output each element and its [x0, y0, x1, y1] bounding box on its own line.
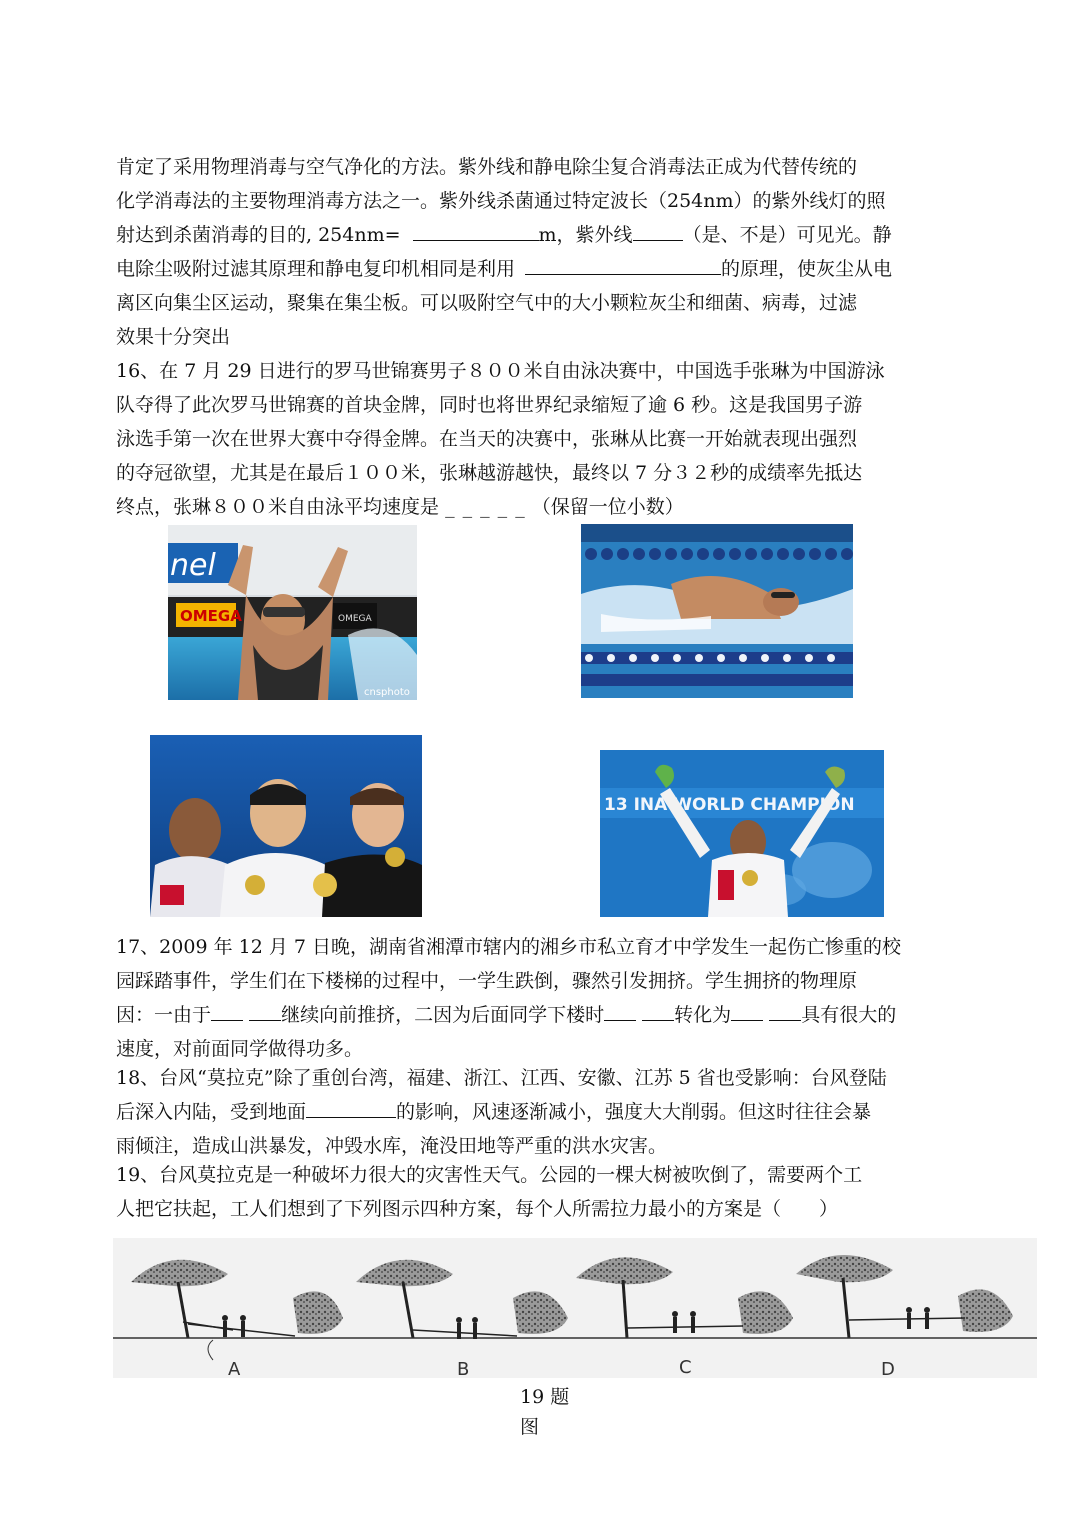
text-fragment: 后深入内陆，受到地面 — [116, 1101, 307, 1123]
champion-podium-photo — [600, 750, 884, 917]
swimmer-freestyle-photo — [581, 524, 853, 698]
tree-pulling-figure — [113, 1238, 1037, 1378]
sponsor-text: OMEGA — [180, 607, 242, 625]
answer-blank[interactable] — [525, 256, 721, 275]
text-fragment: （保留一位小数） — [531, 496, 684, 518]
question-18 — [116, 1061, 982, 1163]
text-line: 16、在 7 月 29 日进行的罗马世锦赛男子８００米自由泳决赛中，中国选手张琳为中国游泳 — [116, 360, 885, 382]
text-line: 速度，对前面同学做得功多。 — [116, 1038, 364, 1060]
text-line: 17、2009 年 12 月 7 日晚，湖南省湘潭市辖内的湘乡市私立育才中学发生一起伤亡惨重的校 — [116, 936, 901, 958]
photo-image — [150, 735, 422, 917]
text-fragment: 电除尘吸附过滤其原理和静电复印机相同是利用 — [116, 258, 516, 280]
text-line: 园踩踏事件，学生们在下楼梯的过程中，一学生跌倒，骤然引发拥挤。学生拥挤的物理原 — [116, 970, 858, 992]
scheme-label: A — [228, 1359, 241, 1378]
photo-image — [600, 750, 884, 917]
medalists-photo — [150, 735, 422, 917]
text-line: 人把它扶起，工人们想到了下列图示四种方案，每个人所需拉力最小的方案是（ ） — [116, 1198, 839, 1220]
figure-caption-line1: 19 题 — [520, 1386, 570, 1408]
scheme-c — [573, 1257, 803, 1378]
question-17 — [116, 930, 982, 1066]
scheme-label: D — [881, 1359, 895, 1378]
text-line: 19、台风莫拉克是一种破坏力很大的灾害性天气。公园的一棵大树被吹倒了，需要两个工 — [116, 1164, 863, 1186]
photo-image — [581, 524, 853, 698]
answer-blank[interactable] — [769, 1002, 801, 1021]
text-line — [116, 252, 982, 286]
answer-blank[interactable] — [633, 222, 683, 241]
photo-credit: cnsphoto — [364, 687, 410, 698]
question-19 — [116, 1158, 982, 1226]
scheme-b — [343, 1260, 573, 1378]
photo-image — [168, 525, 417, 700]
swimmer-celebrating-photo — [168, 525, 417, 700]
text-fragment: 的影响，风速逐渐减小，强度大大削弱。但这时往往会暴 — [396, 1101, 872, 1123]
text-fragment: m，紫外线 — [538, 224, 633, 246]
text-line: 离区向集尘区运动，聚集在集尘板。可以吸附空气中的大小颗粒灰尘和细菌、病毒，过滤 — [116, 292, 858, 314]
text-line: 化学消毒法的主要物理消毒方法之一。紫外线杀菌通过特定波长（254nm）的紫外线灯的照 — [116, 190, 886, 212]
text-fragment: 继续向前推挤，二因为后面同学下楼时 — [281, 1004, 605, 1026]
text-fragment: 具有很大的 — [801, 1004, 897, 1026]
text-line: 18、台风“莫拉克”除了重创台湾，福建、浙江、江西、安徽、江苏 5 省也受影响：台风登陆 — [116, 1067, 887, 1089]
scheme-a — [113, 1260, 343, 1378]
text-line: 队夺得了此次罗马世锦赛的首块金牌，同时也将世界纪录缩短了逾 6 秒。这是我国男子游 — [116, 394, 863, 416]
answer-blank[interactable] — [413, 222, 539, 241]
text-fragment: 终点，张琳８００米自由泳平均速度是 — [116, 496, 440, 518]
text-line: 肯定了采用物理消毒与空气净化的方法。紫外线和静电除尘复合消毒法正成为代替传统的 — [116, 156, 858, 178]
text-line: 的夺冠欲望，尤其是在最后１００米，张琳越游越快，最终以 7 分３２秒的成绩率先抵达 — [116, 462, 863, 484]
text-line — [116, 998, 982, 1032]
sponsor-text: OMEGA — [338, 614, 372, 624]
text-line — [116, 218, 982, 252]
answer-blank[interactable]: _ _ _ _ _ — [445, 496, 526, 518]
answer-blank[interactable] — [306, 1099, 396, 1118]
answer-blank[interactable] — [211, 1002, 243, 1021]
banner-text: nel — [170, 548, 216, 583]
answer-blank[interactable] — [249, 1002, 281, 1021]
text-line — [116, 1095, 982, 1129]
text-fragment: 因：一由于 — [116, 1004, 212, 1026]
scheme-d — [796, 1255, 1037, 1378]
text-line — [116, 490, 982, 524]
text-line: 泳选手第一次在世界大赛中夺得金牌。在当天的决赛中，张琳从比赛一开始就表现出强烈 — [116, 428, 858, 450]
scheme-label: C — [679, 1357, 692, 1378]
answer-blank[interactable] — [604, 1002, 636, 1021]
question-16 — [116, 354, 982, 524]
text-fragment: 的原理，使灰尘从电 — [721, 258, 893, 280]
text-fragment: 射达到杀菌消毒的目的, 254nm= — [116, 224, 401, 246]
intro-paragraph — [116, 150, 982, 354]
text-line: 效果十分突出 — [116, 326, 231, 348]
answer-blank[interactable] — [642, 1002, 674, 1021]
figure-caption-line2: 图 — [520, 1416, 540, 1438]
text-fragment: （是、不是）可见光。静 — [682, 224, 892, 246]
text-line: 雨倾注，造成山洪暴发，冲毁水库，淹没田地等严重的洪水灾害。 — [116, 1135, 668, 1157]
text-fragment: 转化为 — [674, 1004, 732, 1026]
answer-blank[interactable] — [731, 1002, 763, 1021]
figure-image — [113, 1238, 1037, 1378]
banner-text: 13 INA WORLD CHAMPION — [604, 795, 855, 815]
scheme-label: B — [457, 1359, 470, 1378]
